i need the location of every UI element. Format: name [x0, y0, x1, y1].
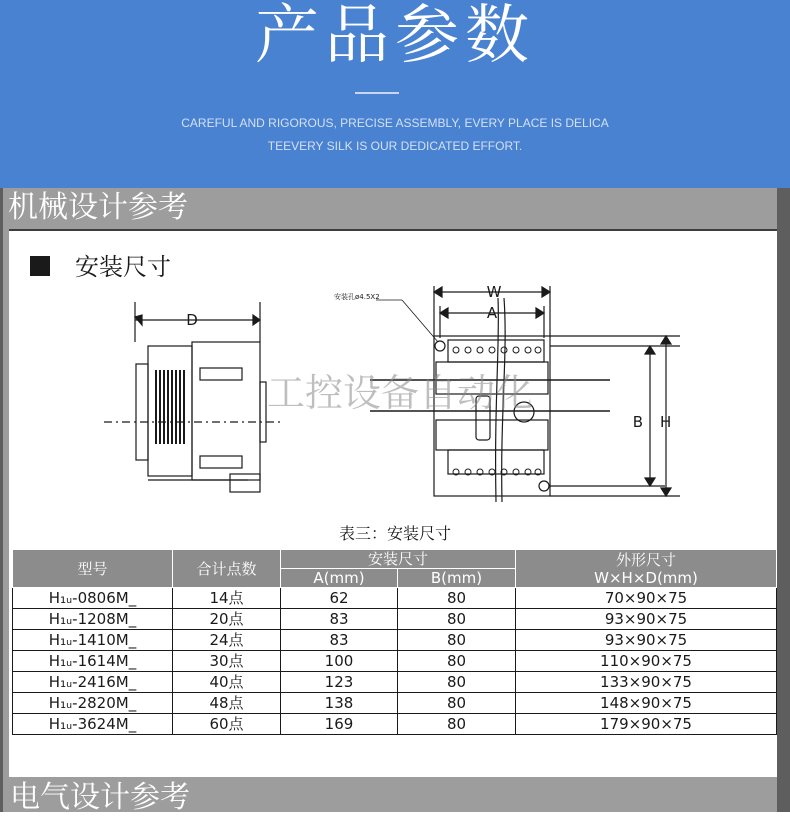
cell-model: H₁ᵤ-2820M_ — [13, 693, 173, 714]
label-w: W — [486, 284, 502, 301]
square-bullet-icon — [30, 256, 50, 276]
cell-a: 138 — [281, 693, 398, 714]
mechanical-design-title: 机械设计参考 — [8, 190, 188, 225]
banner-subtitle-line1: CAREFUL AND RIGOROUS, PRECISE ASSEMBLY, EVERY PLACE IS DELICA — [181, 116, 609, 130]
banner-title: 产品参数 — [255, 0, 535, 73]
cell-b: 80 — [398, 630, 516, 651]
cell-model: H₁ᵤ-3624M_ — [13, 714, 173, 735]
cell-points: 48点 — [173, 693, 281, 714]
header-points: 合计点数 — [173, 550, 281, 588]
cell-a: 83 — [281, 609, 398, 630]
panel-top-border — [9, 229, 777, 231]
side-view — [104, 302, 280, 492]
cell-model: H₁ᵤ-1208M_ — [13, 609, 173, 630]
header-model: 型号 — [13, 550, 173, 588]
install-dimension-drawing — [100, 284, 680, 506]
cell-a: 100 — [281, 651, 398, 672]
cell-model: H₁ᵤ-0806M_ — [13, 588, 173, 609]
banner-subtitle-line2: TEEVERY SILK IS OUR DEDICATED EFFORT. — [267, 139, 523, 153]
cell-b: 80 — [398, 651, 516, 672]
cell-dims: 93×90×75 — [516, 609, 777, 630]
mounting-hole-note: 安装孔ø4.5X2 — [334, 293, 380, 301]
header-outer-size — [516, 550, 777, 588]
cell-a: 62 — [281, 588, 398, 609]
header-outer-size-label: 外形尺寸 — [616, 550, 677, 569]
cell-a: 83 — [281, 630, 398, 651]
cell-dims: 93×90×75 — [516, 630, 777, 651]
cell-points: 30点 — [173, 651, 281, 672]
cell-dims: 110×90×75 — [516, 651, 777, 672]
header-install-size: 安装尺寸 — [281, 550, 516, 569]
install-dimensions-table — [12, 549, 777, 735]
header-outer-size-units: W×H×D(mm) — [594, 568, 698, 587]
header-b: B(mm) — [398, 569, 516, 588]
label-d: D — [186, 311, 198, 329]
cell-model: H₁ᵤ-1410M_ — [13, 630, 173, 651]
cell-points: 20点 — [173, 609, 281, 630]
label-h: H — [660, 413, 672, 431]
table-row — [13, 651, 777, 672]
cell-dims: 70×90×75 — [516, 588, 777, 609]
cell-dims: 133×90×75 — [516, 672, 777, 693]
table-row — [13, 672, 777, 693]
cell-b: 80 — [398, 672, 516, 693]
cell-points: 60点 — [173, 714, 281, 735]
banner-divider — [355, 92, 399, 94]
install-dimensions-title: 安装尺寸 — [75, 253, 171, 281]
watermark-text: 工控设备自动化 — [266, 371, 534, 415]
table-row — [13, 609, 777, 630]
table-caption: 表三：安装尺寸 — [338, 524, 451, 543]
cell-points: 14点 — [173, 588, 281, 609]
label-b: B — [632, 413, 643, 431]
cell-model: H₁ᵤ-1614M_ — [13, 651, 173, 672]
cell-b: 80 — [398, 588, 516, 609]
label-a: A — [486, 304, 498, 322]
electrical-design-title: 电气设计参考 — [10, 780, 190, 815]
cell-a: 123 — [281, 672, 398, 693]
cell-dims: 148×90×75 — [516, 693, 777, 714]
cell-b: 80 — [398, 609, 516, 630]
cell-b: 80 — [398, 693, 516, 714]
table-row — [13, 630, 777, 651]
cell-points: 40点 — [173, 672, 281, 693]
header-banner — [0, 0, 790, 188]
cell-model: H₁ᵤ-2416M_ — [13, 672, 173, 693]
table-row — [13, 588, 777, 609]
cell-a: 169 — [281, 714, 398, 735]
table-row — [13, 714, 777, 735]
table-row — [13, 693, 777, 714]
cell-points: 24点 — [173, 630, 281, 651]
header-a: A(mm) — [281, 569, 398, 588]
cell-dims: 179×90×75 — [516, 714, 777, 735]
cell-b: 80 — [398, 714, 516, 735]
